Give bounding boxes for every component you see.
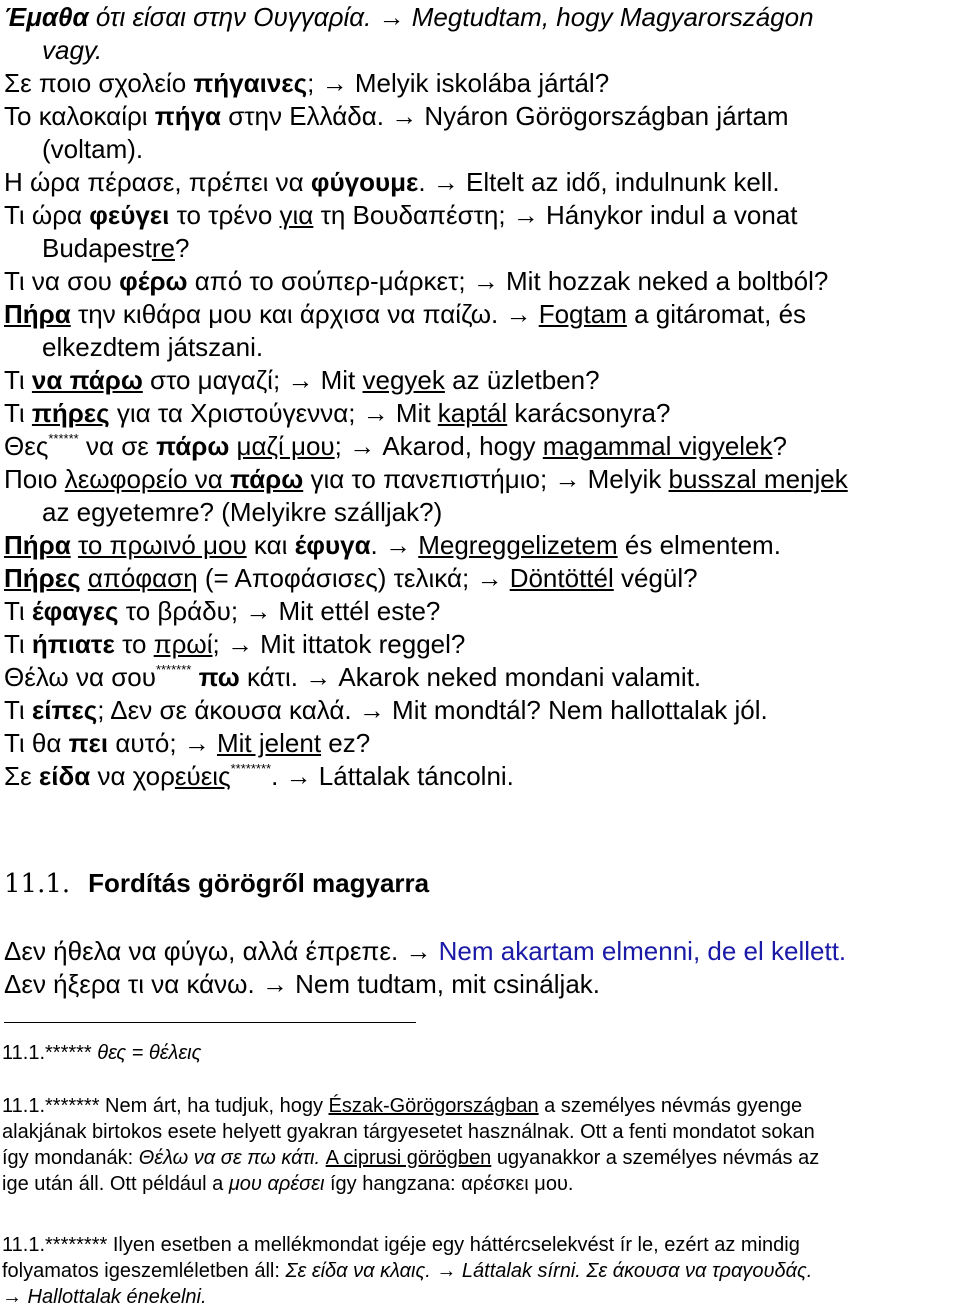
sentence-text: végül? (613, 563, 698, 593)
sentence-text: από το σούπερ-μάρκετ; → Mit hozzak neked a boltból? (187, 266, 829, 296)
sentence-line (4, 761, 514, 796)
sentence-text: Θες (4, 431, 49, 461)
sentence-line (4, 530, 781, 560)
underlined-word: απόφαση (87, 563, 198, 593)
sentence-text: a gitáromat, és (626, 299, 807, 329)
example-line (4, 969, 600, 999)
sentence-text: το (114, 629, 154, 659)
sentence-text: ez? (321, 728, 371, 758)
sentence-text: Τι (4, 365, 32, 395)
footnote-divider (4, 1022, 416, 1023)
sentence-text: Τι (4, 629, 32, 659)
greek-verb: πήγαινες (193, 68, 308, 98)
sentence-text: αυτό; → (108, 728, 217, 758)
sentence-text: ; → Akarod, hogy (334, 431, 543, 461)
sentence-text: az üzletben? (444, 365, 600, 395)
sentence-text: Η ώρα πέρασε, πρέπει να (4, 167, 311, 197)
footnote-text: → Hallottalak énekelni. (2, 1286, 207, 1308)
sentence-text: Τι ώρα (4, 200, 90, 230)
underlined-word: A ciprusi görögben (325, 1147, 492, 1169)
sentence-text: Τι (4, 596, 32, 626)
underlined-word: magammal vigyelek (542, 431, 773, 461)
footnote-line (2, 1171, 573, 1197)
sentence-line (4, 200, 798, 230)
sentence-text (229, 431, 236, 461)
sentence-text: . → (370, 530, 419, 560)
sentence-text: karácsonyra? (507, 398, 671, 428)
footnote-text: ige után áll. Ott például a (2, 1173, 229, 1195)
sentence-text: Θέλω να σου (4, 662, 156, 692)
footnote-text: alakjának birtokos esete helyett gyakran tárgyesetet használnak. Ott a fenti mondatot sokan (2, 1121, 815, 1143)
sentence-text: és elmentem. (617, 530, 781, 560)
footnote-marker: ******* (155, 662, 192, 677)
underlined-word: re (151, 233, 175, 263)
sentence-text: για τα Χριστούγεννα; → Mit (109, 398, 438, 428)
example-greek: Δεν ήθελα να φύγω, αλλά έπρεπε. → (4, 936, 439, 966)
sentence-text: (= Αποφάσισες) τελικά; → (197, 563, 510, 593)
sentence-line (4, 299, 806, 329)
underlined-word: Megreggelizetem (418, 530, 618, 560)
sentence-text: Τι να σου (4, 266, 120, 296)
sentence-line (4, 68, 609, 98)
sentence-line (4, 101, 789, 131)
sentence-line (4, 728, 370, 758)
footnote-text: Ilyen esetben a mellékmondat igéje egy háttércselekvést ír le, ezért az mindig (112, 1234, 800, 1256)
greek-verb: φύγουμε (310, 167, 419, 197)
greek-example: μου αρέσει (228, 1173, 325, 1195)
sentence-text: . → Láttalak táncolni. (271, 761, 514, 791)
sentence-text: ; → Melyik iskolába jártál? (307, 68, 610, 98)
greek-verb: να πάρω (31, 365, 143, 395)
sentence-continuation (42, 35, 102, 65)
footnote-text: a személyes névmás gyenge (538, 1095, 803, 1117)
sentence-text: ? (772, 431, 787, 461)
sentence-line (4, 365, 600, 395)
sentence-text: Τι θα (4, 728, 69, 758)
sentence-line (4, 596, 440, 626)
greek-verb: Πήρες (4, 563, 81, 593)
footnote-line (2, 1145, 819, 1171)
footnote-marker: ******** (230, 761, 272, 776)
greek-example: αρέσκει μου (461, 1173, 568, 1195)
sentence-text: την κιθάρα μου και άρχισα να παίζω. → (70, 299, 539, 329)
greek-verb: Πήρα (4, 530, 71, 560)
footnote-line (2, 1119, 815, 1145)
underlined-word: Fogtam (538, 299, 627, 329)
sentence-text: Το καλοκαίρι (4, 101, 155, 131)
greek-verb: φέρω (119, 266, 188, 296)
greek-verb: πάρω (156, 431, 230, 461)
sentence-text: . → Eltelt az idő, indulnunk kell. (418, 167, 780, 197)
sentence-text: να χορ (90, 761, 175, 791)
greek-verb: Πήρα (4, 299, 71, 329)
sentence-text: elkezdtem játszani. (42, 332, 264, 362)
underlined-word: Mit jelent (217, 728, 322, 758)
underlined-word: πρωί (153, 629, 213, 659)
sentence-text: για το πανεπιστήμιο; → Melyik (303, 464, 669, 494)
sentence-line (4, 662, 701, 697)
greek-verb: έφυγα (294, 530, 371, 560)
sentence-text: ? (175, 233, 190, 263)
sentence-line (4, 695, 768, 725)
footnote-marker: ****** (48, 431, 79, 446)
greek-verb: πει (68, 728, 109, 758)
sentence-line (4, 464, 848, 494)
footnote (2, 1040, 201, 1066)
sentence-line (4, 266, 828, 296)
underlined-word: Döntöttél (509, 563, 614, 593)
sentence-line (4, 431, 787, 466)
sentence-text: ; → Mit ittatok reggel? (212, 629, 466, 659)
underlined-phrase (32, 365, 143, 395)
sentence-line (4, 2, 814, 32)
sentence-text: vagy. (42, 35, 103, 65)
underlined-word: το πρωινό μου (77, 530, 247, 560)
footnote-text: így hangzana: (324, 1173, 462, 1195)
underlined-word: Észak-Görögországban (328, 1095, 539, 1117)
footnote-line (2, 1258, 812, 1284)
sentence-line (4, 167, 780, 197)
underlined-word: για (279, 200, 314, 230)
sentence-text: Ποιο (4, 464, 65, 494)
sentence-continuation (42, 332, 263, 362)
sentence-text (71, 530, 78, 560)
greek-verb: πήγα (154, 101, 222, 131)
sentence-text: κάτι. → Akarok neked mondani valamit. (239, 662, 702, 692)
sentence-text: Σε ποιο σχολείο (4, 68, 194, 98)
section-number: 11.1. (4, 869, 71, 899)
footnote-text: Nem árt, ha tudjuk, hogy (105, 1095, 329, 1117)
sentence-text: και (246, 530, 295, 560)
sentence-continuation (42, 497, 442, 527)
sentence-text: τη Βουδαπέστη; → Hánykor indul a vonat (313, 200, 798, 230)
sentence-continuation (42, 134, 143, 164)
underlined-word: λεωφορείο να (64, 464, 231, 494)
footnote-text: folyamatos igeszemléletben áll: (2, 1260, 286, 1282)
example-hungarian: Nem akartam elmenni, de el kellett. (438, 936, 847, 966)
footnote-text: . (567, 1173, 574, 1195)
greek-verb: Έμαθα (4, 2, 89, 32)
footnote-text: ugyanakkor a személyes névmás az (491, 1147, 820, 1169)
sentence-text: ; Δεν σε άκουσα καλά. → Mit mondtál? Nem hallottalak jól. (97, 695, 768, 725)
example-line (4, 936, 846, 966)
greek-verb: πω (198, 662, 240, 692)
underlined-word: vegyek (362, 365, 445, 395)
greek-verb: φεύγει (89, 200, 170, 230)
greek-example: Θέλω να σε πω κάτι. (138, 1147, 321, 1169)
underlined-word: kaptál (437, 398, 508, 428)
sentence-text: το βράδυ; → Mit ettél este? (118, 596, 441, 626)
greek-verb: πήρες (31, 398, 110, 428)
sentence-text: Σε (4, 761, 39, 791)
footnote-mark: 11.1.******* (2, 1095, 106, 1117)
greek-verb: είπες (31, 695, 98, 725)
greek-example: Σε είδα να κλαις. → Láttalak sírni. Σε άκουσα να τραγουδάς. (285, 1260, 813, 1282)
underlined-word: busszal menjek (668, 464, 848, 494)
sentence-text: το τρένο (169, 200, 280, 230)
footnote-mark: 11.1.****** (2, 1042, 98, 1064)
sentence-text: στην Ελλάδα. → Nyáron Görögországban jártam (221, 101, 789, 131)
footnote-line (2, 1232, 800, 1258)
example-hungarian: Nem tudtam, mit csináljak. (295, 969, 601, 999)
footnote-mark: 11.1.******** (2, 1234, 113, 1256)
underlined-word: εύεις (174, 761, 231, 791)
sentence-line (4, 398, 670, 428)
greek-verb: έφαγες (31, 596, 119, 626)
sentence-text: (voltam). (42, 134, 144, 164)
greek-verb: πάρω (230, 464, 304, 494)
sentence-text: Τι (4, 695, 32, 725)
sentence-text (81, 563, 88, 593)
footnote-text: így mondanák: (2, 1147, 139, 1169)
sentence-line (4, 629, 465, 659)
sentence-line (4, 563, 698, 593)
sentence-text: ότι είσαι στην Ουγγαρία. → Megtudtam, hogy Magyarországon (88, 2, 814, 32)
example-greek: Δεν ήξερα τι να κάνω. → (4, 969, 296, 999)
sentence-text (191, 662, 198, 692)
greek-verb: ήπιατε (31, 629, 115, 659)
sentence-text: Budapest (42, 233, 152, 263)
sentence-text: στο μαγαζί; → Mit (142, 365, 363, 395)
footnote-line (2, 1284, 207, 1310)
footnote-line (2, 1093, 802, 1119)
underlined-word: μαζί μου (236, 431, 335, 461)
sentence-text: az egyetemre? (Melyikre szálljak?) (42, 497, 443, 527)
section-heading (4, 868, 429, 899)
sentence-text: Τι (4, 398, 32, 428)
section-title: Fordítás görögről magyarra (88, 868, 430, 898)
greek-verb: είδα (38, 761, 91, 791)
sentence-text: να σε (78, 431, 157, 461)
footnote-text: θες = θέλεις (97, 1042, 202, 1064)
sentence-continuation (42, 233, 189, 263)
